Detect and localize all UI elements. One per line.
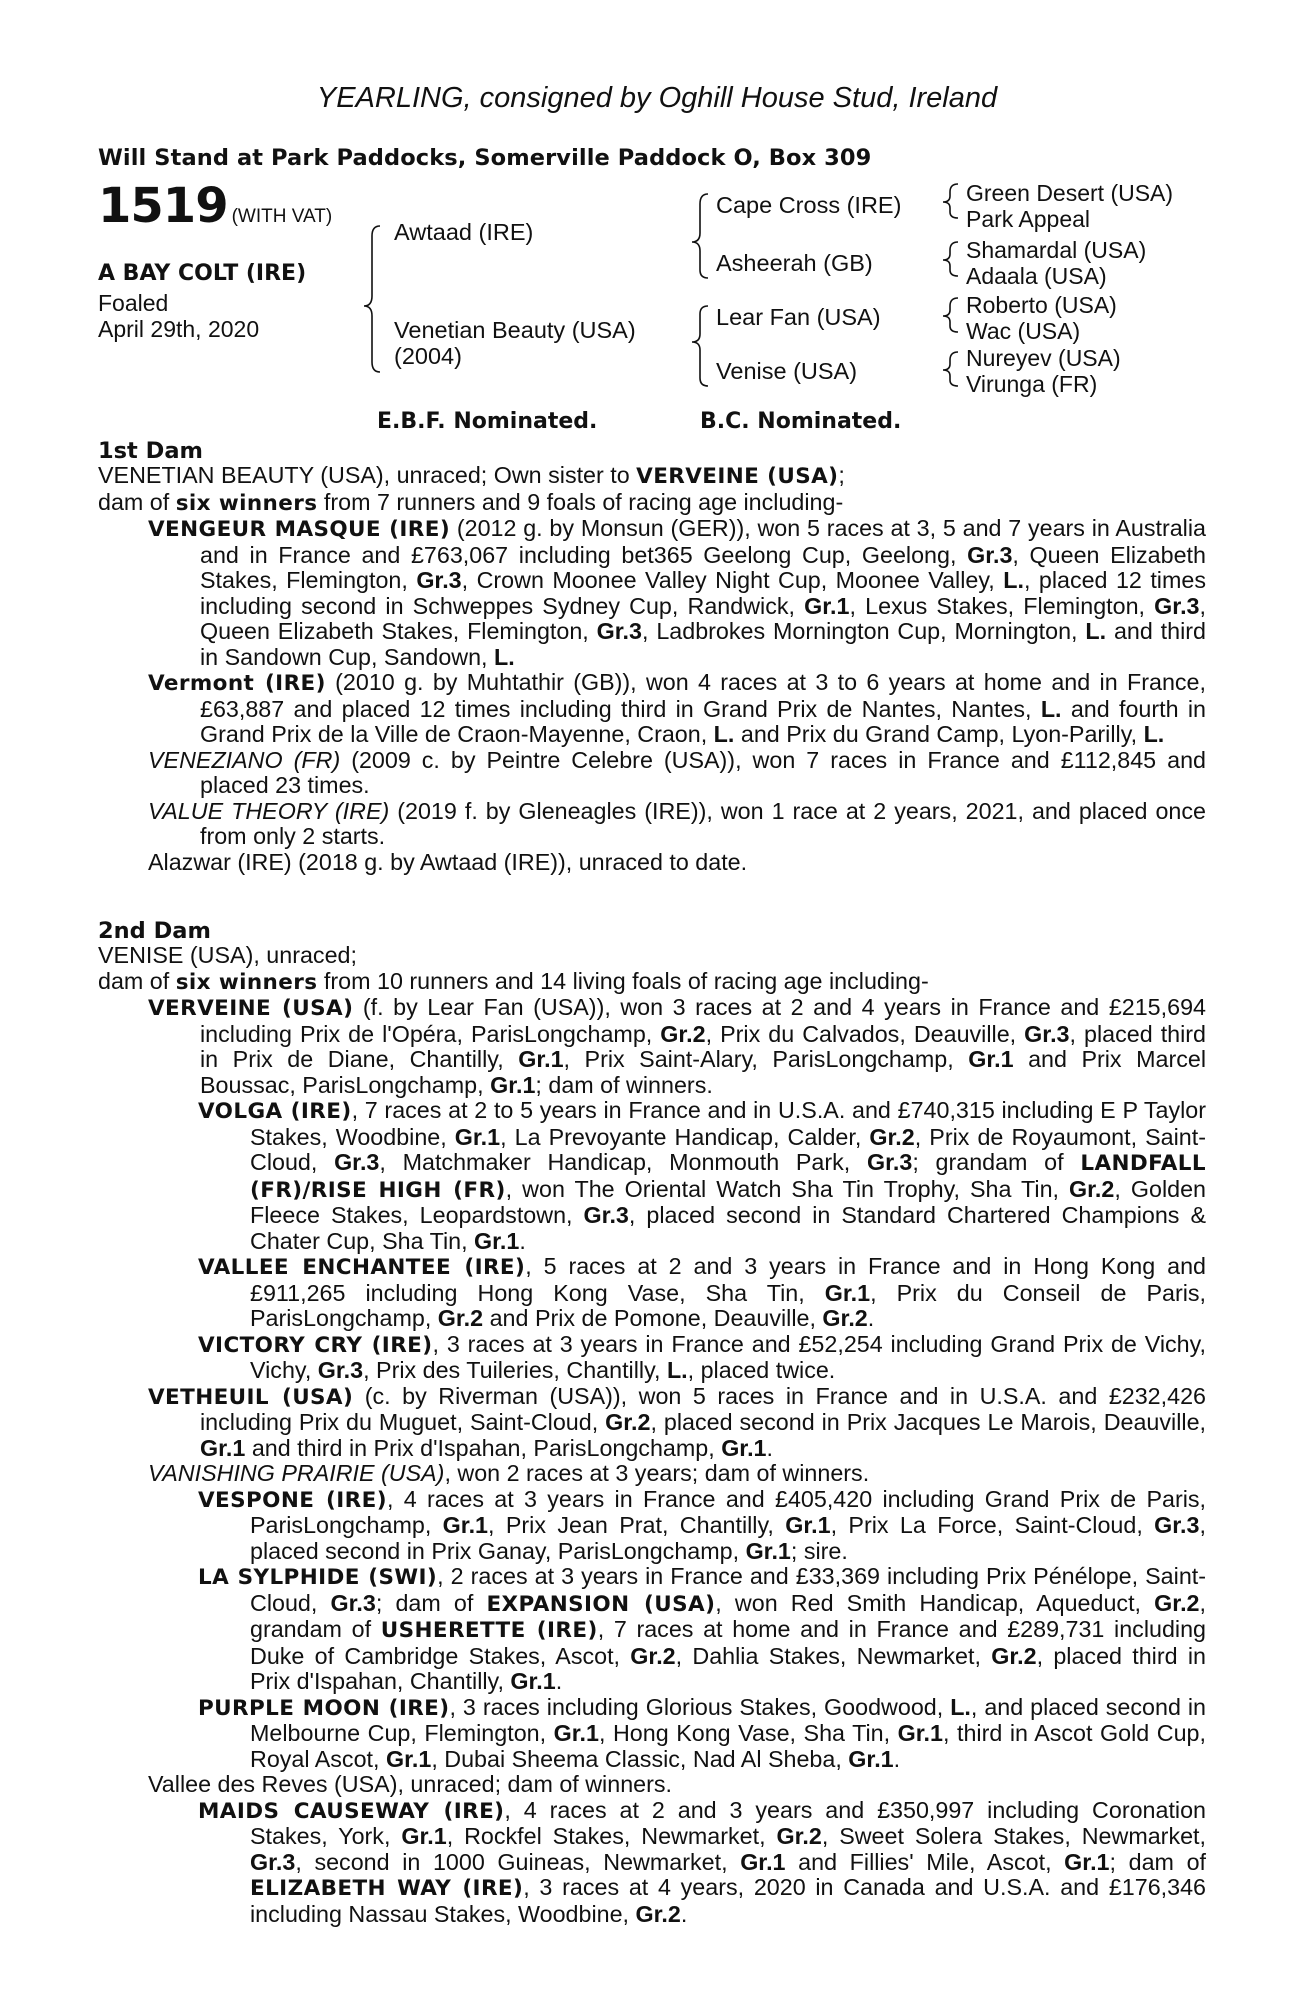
- first-dam-line1: VENETIAN BEAUTY (USA), unraced; Own sister to VERVEINE (USA);: [98, 462, 845, 489]
- produce-victory-cry: VICTORY CRY (IRE), 3 races at 3 years in France and £52,254 including Grand Prix de Vichy, Vichy, Gr.3, Prix des Tuileries, Chantilly, L., placed twice.: [198, 1330, 1207, 1383]
- bc-nomination: B.C. Nominated.: [700, 409, 902, 434]
- dam-dam: Venise (USA): [716, 358, 858, 384]
- lot-number: 1519: [98, 178, 228, 234]
- dam: [394, 317, 636, 369]
- produce-verveine: VERVEINE (USA) (f. by Lear Fan (USA)), won 3 races at 2 and 4 years in France and £215,694 including Prix de l'Opéra, ParisLongchamp, Gr.2, Prix du Calvados, Deauville, Gr.3, placed third in Prix de Diane, Chantilly, Gr.1, Prix Saint-Alary, ParisLongchamp, Gr.1 and Prix Marcel Boussac, ParisLongchamp, Gr.1; dam of winners.: [148, 994, 1207, 1098]
- vat-note: (WITH VAT): [231, 206, 333, 227]
- ds-dam: Wac (USA): [966, 318, 1081, 344]
- second-dam-line2: dam of six winners from 10 runners and 14 living foals of racing age including-: [98, 967, 929, 995]
- produce-vetheuil: VETHEUIL (USA) (c. by Riverman (USA)), won 5 races in France and in U.S.A. and £232,426 including Prix du Muguet, Saint-Cloud, Gr.2, placed second in Prix Jacques Le Marois, Deauville, Gr.1 and third in Prix d'Ispahan, ParisLongchamp, Gr.1.: [148, 1382, 1206, 1461]
- ss-dam: Park Appeal: [966, 206, 1091, 232]
- ss-sire: Green Desert (USA): [966, 180, 1174, 206]
- foaled-label: Foaled: [98, 290, 169, 316]
- produce-vespone: VESPONE (IRE), 4 races at 3 years in France and £405,420 including Grand Prix de Paris, ParisLongchamp, Gr.1, Prix Jean Prat, Chantilly, Gr.1, Prix La Force, Saint-Cloud, Gr.3, placed second in Prix Ganay, ParisLongchamp, Gr.1; sire.: [198, 1485, 1207, 1564]
- produce-la-sylphide: LA SYLPHIDE (SWI), 2 races at 3 years in France and £33,369 including Prix Pénélope, Saint-Cloud, Gr.3; dam of EXPANSION (USA), won Red Smith Handicap, Aqueduct, Gr.2, grandam of USHERETTE (IRE), 7 races at home and in France and £289,731 including Duke of Cambridge Stakes, Ascot, Gr.2, Dahlia Stakes, Newmarket, Gr.2, placed third in Prix d'Ispahan, Chantilly, Gr.1.: [198, 1563, 1207, 1694]
- produce-purple-moon: PURPLE MOON (IRE), 3 races including Glorious Stakes, Goodwood, L., and placed second in Melbourne Cup, Flemington, Gr.1, Hong Kong Vase, Sha Tin, Gr.1, third in Ascot Gold Cup, Royal Ascot, Gr.1, Dubai Sheema Classic, Nad Al Sheba, Gr.1.: [198, 1693, 1206, 1772]
- second-dam-section: [98, 943, 1206, 1927]
- first-dam-section: [98, 463, 1206, 875]
- first-dam-line2: dam of six winners from 7 runners and 9 foals of racing age including-: [98, 488, 844, 516]
- produce-vengeur-masque: VENGEUR MASQUE (IRE) (2012 g. by Monsun (GER)), won 5 races at 3, 5 and 7 years in Australia and in France and £763,067 including bet365 Geelong Cup, Geelong, Gr.3, Queen Elizabeth Stakes, Flemington, Gr.3, Crown Moonee Valley Night Cup, Moonee Valley, L., placed 12 times including second in Schweppes Sydney Cup, Randwick, Gr.1, Lexus Stakes, Flemington, Gr.3, Queen Elizabeth Stakes, Flemington, Gr.3, Ladbrokes Mornington Cup, Mornington, L. and third in Sandown Cup, Sandown, L.: [148, 515, 1207, 670]
- dam-year: (2004): [394, 343, 462, 369]
- stand-location: Will Stand at Park Paddocks, Somerville Paddock O, Box 309: [98, 145, 872, 171]
- produce-volga: VOLGA (IRE), 7 races at 2 to 5 years in France and in U.S.A. and £740,315 including E P Taylor Stakes, Woodbine, Gr.1, La Prevoyante Handicap, Calder, Gr.2, Prix de Royaumont, Saint-Cloud, Gr.3, Matchmaker Handicap, Monmouth Park, Gr.3; grandam of LANDFALL (FR)/RISE HIGH (FR), won The Oriental Watch Sha Tin Trophy, Sha Tin, Gr.2, Golden Fleece Stakes, Leopardstown, Gr.3, placed second in Standard Chartered Champions & Chater Cup, Sha Tin, Gr.1.: [198, 1097, 1207, 1254]
- produce-maids-causeway: MAIDS CAUSEWAY (IRE), 4 races at 2 and 3 years and £350,997 including Coronation Stakes, York, Gr.1, Rockfel Stakes, Newmarket, Gr.2, Sweet Solera Stakes, Newmarket, Gr.3, second in 1000 Guineas, Newmarket, Gr.1 and Fillies' Mile, Ascot, Gr.1; dam of ELIZABETH WAY (IRE), 3 races at 4 years, 2020 in Canada and U.S.A. and £176,346 including Nassau Stakes, Woodbine, Gr.2.: [198, 1796, 1207, 1927]
- first-dam-heading: 1st Dam: [98, 438, 203, 464]
- consignment-line: YEARLING, consigned by Oghill House Stud, Ireland: [316, 82, 998, 114]
- produce-value-theory: VALUE THEORY (IRE) (2019 f. by Gleneagles (IRE)), won 1 race at 2 years, 2021, and placed once from only 2 starts.: [148, 797, 1206, 849]
- second-dam-line1: VENISE (USA), unraced;: [98, 942, 357, 968]
- dam-name: Venetian Beauty (USA): [394, 317, 636, 343]
- second-dam-heading: 2nd Dam: [98, 918, 211, 944]
- produce-alazwar: Alazwar (IRE) (2018 g. by Awtaad (IRE)), unraced to date.: [148, 848, 748, 875]
- ebf-nomination: E.B.F. Nominated.: [377, 409, 598, 434]
- produce-veneziano: VENEZIANO (FR) (2009 c. by Peintre Celebre (USA)), won 7 races in France and £112,845 and placed 23 times.: [148, 746, 1206, 798]
- dd-sire: Nureyev (USA): [966, 345, 1121, 371]
- horse-description: A BAY COLT (IRE): [98, 261, 307, 286]
- produce-vallee-enchantee: VALLEE ENCHANTEE (IRE), 5 races at 2 and 3 years in France and in Hong Kong and £911,265 including Hong Kong Vase, Sha Tin, Gr.1, Prix du Conseil de Paris, ParisLongchamp, Gr.2 and Prix de Pomone, Deauville, Gr.2.: [198, 1253, 1207, 1331]
- sire-dam: Asheerah (GB): [716, 250, 873, 276]
- foaled-date: April 29th, 2020: [98, 316, 260, 342]
- produce-vermont: Vermont (IRE) (2010 g. by Muhtathir (GB)), won 4 races at 3 to 6 years at home and in France, £63,887 and placed 12 times including third in Grand Prix de Nantes, Nantes, L. and fourth in Grand Prix de la Ville de Craon-Mayenne, Craon, L. and Prix du Grand Camp, Lyon-Parilly, L.: [148, 669, 1206, 747]
- dam-sire: Lear Fan (USA): [716, 304, 881, 330]
- sire-sire: Cape Cross (IRE): [716, 192, 902, 218]
- sd-dam: Adaala (USA): [966, 263, 1107, 289]
- sd-sire: Shamardal (USA): [966, 237, 1147, 263]
- produce-vallee-des-reves: Vallee des Reves (USA), unraced; dam of winners.: [148, 1771, 672, 1797]
- sire: Awtaad (IRE): [394, 219, 534, 245]
- dd-dam: Virunga (FR): [966, 371, 1098, 397]
- ds-sire: Roberto (USA): [966, 292, 1117, 318]
- produce-vanishing-prairie: VANISHING PRAIRIE (USA), won 2 races at 3 years; dam of winners.: [148, 1460, 870, 1486]
